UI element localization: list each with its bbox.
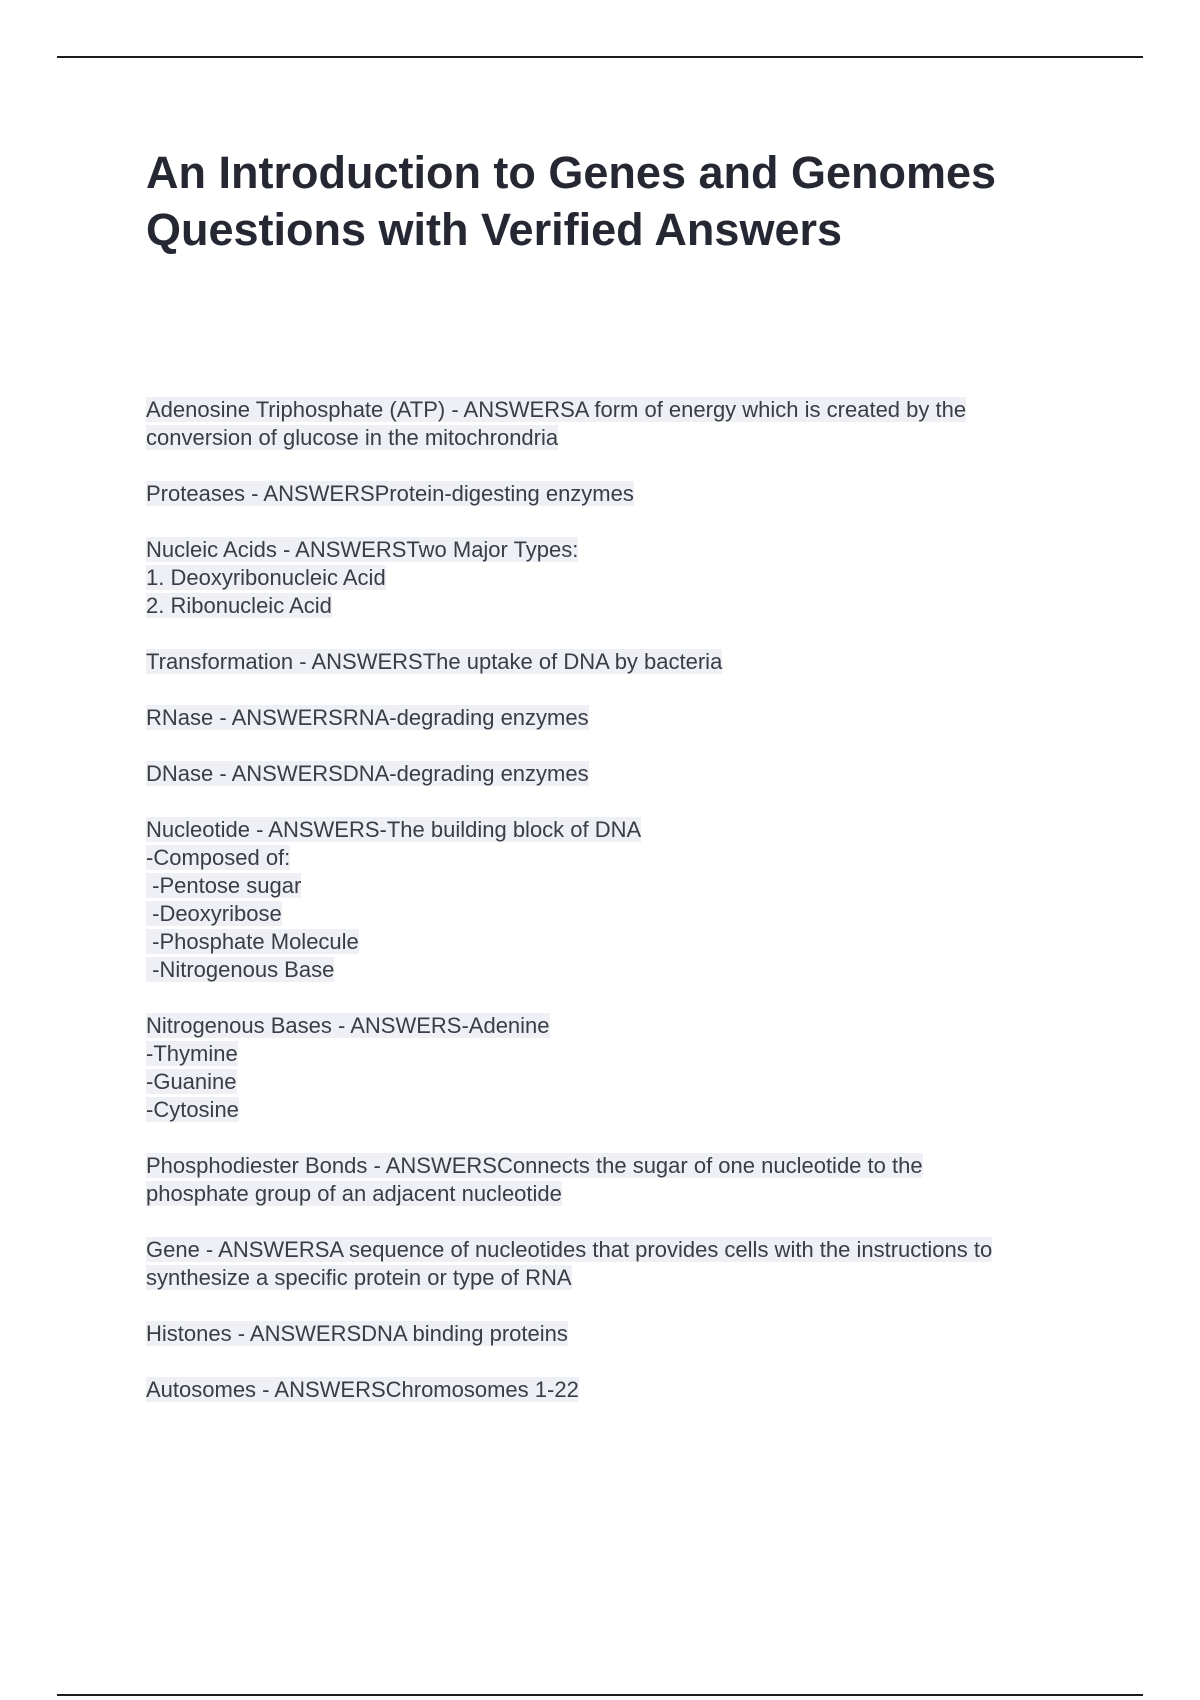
qa-line: -Deoxyribose (146, 901, 282, 926)
qa-entry (146, 536, 1106, 620)
qa-line: Phosphodiester Bonds - ANSWERSConnects the sugar of one nucleotide to the (146, 1153, 923, 1178)
qa-entry (146, 480, 1106, 508)
qa-line: -Cytosine (146, 1097, 239, 1122)
qa-line: -Pentose sugar (146, 873, 302, 898)
qa-line: Nucleotide - ANSWERS-The building block of DNA (146, 817, 642, 842)
qa-line: -Thymine (146, 1041, 238, 1066)
qa-line: Adenosine Triphosphate (ATP) - ANSWERSA form of energy which is created by the (146, 397, 967, 422)
qa-entry (146, 704, 1106, 732)
qa-line: Histones - ANSWERSDNA binding proteins (146, 1321, 568, 1346)
qa-line: 1. Deoxyribonucleic Acid (146, 565, 386, 590)
qa-line: Nitrogenous Bases - ANSWERS-Adenine (146, 1013, 550, 1038)
qa-entry (146, 396, 1106, 452)
qa-line: RNase - ANSWERSRNA-degrading enzymes (146, 705, 589, 730)
qa-line: conversion of glucose in the mitochrondria (146, 425, 559, 450)
qa-line: -Nitrogenous Base (146, 957, 335, 982)
qa-entry (146, 760, 1106, 788)
qa-line: Autosomes - ANSWERSChromosomes 1-22 (146, 1377, 579, 1402)
qa-entry (146, 1236, 1106, 1292)
bottom-divider (57, 1694, 1143, 1696)
top-divider (57, 56, 1143, 58)
qa-line: Transformation - ANSWERSThe uptake of DNA by bacteria (146, 649, 723, 674)
qa-line: Proteases - ANSWERSProtein-digesting enzymes (146, 481, 634, 506)
qa-line: -Phosphate Molecule (146, 929, 359, 954)
page-title: An Introduction to Genes and Genomes Questions with Verified Answers (146, 147, 997, 255)
qa-line: phosphate group of an adjacent nucleotide (146, 1181, 562, 1206)
qa-line: -Guanine (146, 1069, 237, 1094)
qa-entry (146, 816, 1106, 984)
qa-line: Nucleic Acids - ANSWERSTwo Major Types: (146, 537, 579, 562)
qa-line: DNase - ANSWERSDNA-degrading enzymes (146, 761, 589, 786)
qa-line: Gene - ANSWERSA sequence of nucleotides that provides cells with the instructions to (146, 1237, 993, 1262)
qa-entry (146, 1012, 1106, 1124)
qa-line: -Composed of: (146, 845, 291, 870)
qa-entry (146, 1152, 1106, 1208)
qa-entry (146, 1320, 1106, 1348)
qa-entry (146, 1376, 1106, 1404)
qa-entry (146, 648, 1106, 676)
qa-line: 2. Ribonucleic Acid (146, 593, 332, 618)
qa-line: synthesize a specific protein or type of RNA (146, 1265, 572, 1290)
qa-list (146, 396, 1106, 1432)
